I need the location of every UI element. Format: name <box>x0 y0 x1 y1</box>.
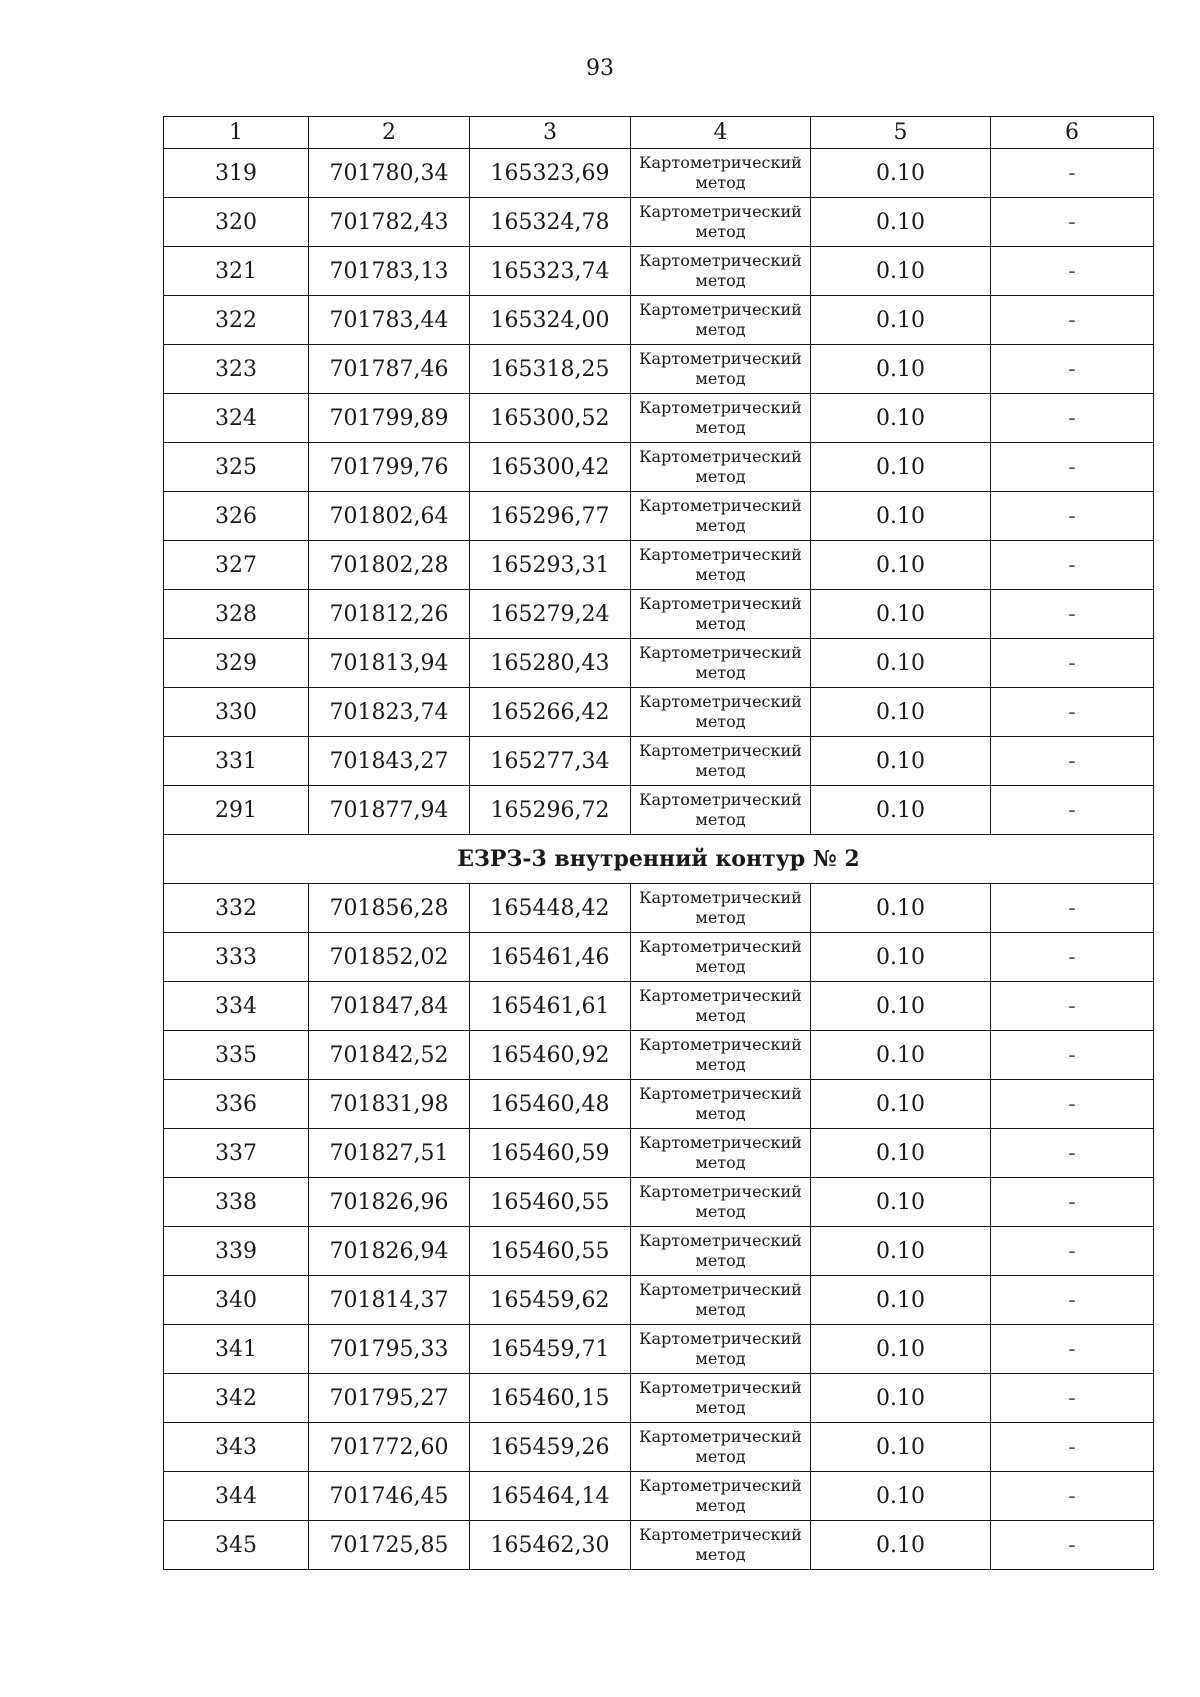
table-row <box>164 786 1154 835</box>
point-number-cell: 324 <box>164 394 309 443</box>
method-line-2: метод <box>695 271 746 290</box>
accuracy-cell: 0.10 <box>811 1423 991 1472</box>
table-row <box>164 884 1154 933</box>
accuracy-cell: 0.10 <box>811 884 991 933</box>
x-coordinate-cell: 701813,94 <box>309 639 470 688</box>
x-coordinate-cell: 701842,52 <box>309 1031 470 1080</box>
point-number-cell: 330 <box>164 688 309 737</box>
x-coordinate-cell: 701802,28 <box>309 541 470 590</box>
point-number-cell: 339 <box>164 1227 309 1276</box>
method-cell <box>631 1521 811 1570</box>
x-coordinate-cell: 701847,84 <box>309 982 470 1031</box>
x-coordinate-cell: 701795,33 <box>309 1325 470 1374</box>
note-cell: - <box>991 1080 1154 1129</box>
note-cell: - <box>991 1325 1154 1374</box>
y-coordinate-cell: 165323,69 <box>470 149 631 198</box>
method-line-1: Картометрический <box>639 251 802 270</box>
point-number-cell: 338 <box>164 1178 309 1227</box>
accuracy-cell: 0.10 <box>811 737 991 786</box>
table-row <box>164 198 1154 247</box>
table-row <box>164 1178 1154 1227</box>
note-cell: - <box>991 149 1154 198</box>
note-cell: - <box>991 786 1154 835</box>
point-number-cell: 291 <box>164 786 309 835</box>
point-number-cell: 344 <box>164 1472 309 1521</box>
x-coordinate-cell: 701827,51 <box>309 1129 470 1178</box>
y-coordinate-cell: 165459,71 <box>470 1325 631 1374</box>
point-number-cell: 327 <box>164 541 309 590</box>
point-number-cell: 335 <box>164 1031 309 1080</box>
accuracy-cell: 0.10 <box>811 1374 991 1423</box>
header-cell: 3 <box>470 117 631 149</box>
y-coordinate-cell: 165460,48 <box>470 1080 631 1129</box>
y-coordinate-cell: 165280,43 <box>470 639 631 688</box>
method-line-2: метод <box>695 1055 746 1074</box>
table-header-row <box>164 117 1154 149</box>
table-row <box>164 1472 1154 1521</box>
method-line-1: Картометрический <box>639 202 802 221</box>
method-cell <box>631 590 811 639</box>
method-line-1: Картометрический <box>639 1035 802 1054</box>
method-line-1: Картометрический <box>639 741 802 760</box>
y-coordinate-cell: 165324,00 <box>470 296 631 345</box>
table-row <box>164 639 1154 688</box>
method-line-2: метод <box>695 614 746 633</box>
method-cell <box>631 443 811 492</box>
point-number-cell: 337 <box>164 1129 309 1178</box>
note-cell: - <box>991 492 1154 541</box>
section-title: ЕЗРЗ-3 внутренний контур № 2 <box>164 835 1154 884</box>
method-line-2: метод <box>695 1545 746 1564</box>
accuracy-cell: 0.10 <box>811 492 991 541</box>
y-coordinate-cell: 165448,42 <box>470 884 631 933</box>
method-cell <box>631 492 811 541</box>
method-line-2: метод <box>695 1398 746 1417</box>
method-cell <box>631 1374 811 1423</box>
method-line-2: метод <box>695 1104 746 1123</box>
note-cell: - <box>991 1178 1154 1227</box>
method-cell <box>631 884 811 933</box>
x-coordinate-cell: 701782,43 <box>309 198 470 247</box>
accuracy-cell: 0.10 <box>811 541 991 590</box>
method-cell <box>631 1178 811 1227</box>
method-line-1: Картометрический <box>639 790 802 809</box>
point-number-cell: 323 <box>164 345 309 394</box>
note-cell: - <box>991 198 1154 247</box>
method-line-2: метод <box>695 712 746 731</box>
accuracy-cell: 0.10 <box>811 1178 991 1227</box>
method-line-1: Картометрический <box>639 1427 802 1446</box>
note-cell: - <box>991 1031 1154 1080</box>
method-line-2: метод <box>695 1496 746 1515</box>
accuracy-cell: 0.10 <box>811 1472 991 1521</box>
point-number-cell: 328 <box>164 590 309 639</box>
point-number-cell: 326 <box>164 492 309 541</box>
point-number-cell: 319 <box>164 149 309 198</box>
y-coordinate-cell: 165279,24 <box>470 590 631 639</box>
y-coordinate-cell: 165460,92 <box>470 1031 631 1080</box>
table-row <box>164 933 1154 982</box>
accuracy-cell: 0.10 <box>811 198 991 247</box>
note-cell: - <box>991 1472 1154 1521</box>
table-row <box>164 1031 1154 1080</box>
table-row <box>164 345 1154 394</box>
accuracy-cell: 0.10 <box>811 786 991 835</box>
header-cell: 4 <box>631 117 811 149</box>
table-row <box>164 590 1154 639</box>
method-cell <box>631 982 811 1031</box>
accuracy-cell: 0.10 <box>811 1080 991 1129</box>
method-line-2: метод <box>695 1251 746 1270</box>
y-coordinate-cell: 165459,62 <box>470 1276 631 1325</box>
accuracy-cell: 0.10 <box>811 1031 991 1080</box>
accuracy-cell: 0.10 <box>811 1521 991 1570</box>
method-cell <box>631 296 811 345</box>
note-cell: - <box>991 884 1154 933</box>
x-coordinate-cell: 701725,85 <box>309 1521 470 1570</box>
accuracy-cell: 0.10 <box>811 1227 991 1276</box>
accuracy-cell: 0.10 <box>811 443 991 492</box>
note-cell: - <box>991 345 1154 394</box>
header-cell: 2 <box>309 117 470 149</box>
table-row <box>164 688 1154 737</box>
x-coordinate-cell: 701826,96 <box>309 1178 470 1227</box>
table-row <box>164 541 1154 590</box>
x-coordinate-cell: 701856,28 <box>309 884 470 933</box>
point-number-cell: 336 <box>164 1080 309 1129</box>
method-line-2: метод <box>695 663 746 682</box>
method-line-1: Картометрический <box>639 937 802 956</box>
table-row <box>164 1325 1154 1374</box>
note-cell: - <box>991 688 1154 737</box>
method-line-2: метод <box>695 1006 746 1025</box>
method-line-2: метод <box>695 908 746 927</box>
y-coordinate-cell: 165277,34 <box>470 737 631 786</box>
note-cell: - <box>991 247 1154 296</box>
accuracy-cell: 0.10 <box>811 345 991 394</box>
table-row <box>164 247 1154 296</box>
accuracy-cell: 0.10 <box>811 1129 991 1178</box>
point-number-cell: 342 <box>164 1374 309 1423</box>
point-number-cell: 320 <box>164 198 309 247</box>
x-coordinate-cell: 701783,13 <box>309 247 470 296</box>
method-line-2: метод <box>695 761 746 780</box>
method-line-2: метод <box>695 1300 746 1319</box>
method-line-1: Картометрический <box>639 643 802 662</box>
method-line-1: Картометрический <box>639 1329 802 1348</box>
method-cell <box>631 933 811 982</box>
method-line-1: Картометрический <box>639 496 802 515</box>
method-cell <box>631 1129 811 1178</box>
x-coordinate-cell: 701746,45 <box>309 1472 470 1521</box>
method-line-1: Картометрический <box>639 888 802 907</box>
method-line-2: метод <box>695 957 746 976</box>
method-line-2: метод <box>695 173 746 192</box>
note-cell: - <box>991 443 1154 492</box>
y-coordinate-cell: 165266,42 <box>470 688 631 737</box>
accuracy-cell: 0.10 <box>811 639 991 688</box>
x-coordinate-cell: 701814,37 <box>309 1276 470 1325</box>
note-cell: - <box>991 1227 1154 1276</box>
y-coordinate-cell: 165464,14 <box>470 1472 631 1521</box>
x-coordinate-cell: 701831,98 <box>309 1080 470 1129</box>
accuracy-cell: 0.10 <box>811 296 991 345</box>
method-cell <box>631 345 811 394</box>
method-line-1: Картометрический <box>639 153 802 172</box>
method-line-1: Картометрический <box>639 692 802 711</box>
table-row <box>164 737 1154 786</box>
method-line-2: метод <box>695 1202 746 1221</box>
method-line-2: метод <box>695 369 746 388</box>
method-cell <box>631 541 811 590</box>
note-cell: - <box>991 541 1154 590</box>
method-cell <box>631 1423 811 1472</box>
point-number-cell: 322 <box>164 296 309 345</box>
y-coordinate-cell: 165460,59 <box>470 1129 631 1178</box>
method-cell <box>631 1472 811 1521</box>
x-coordinate-cell: 701877,94 <box>309 786 470 835</box>
y-coordinate-cell: 165460,55 <box>470 1227 631 1276</box>
method-cell <box>631 639 811 688</box>
x-coordinate-cell: 701823,74 <box>309 688 470 737</box>
table-row <box>164 1423 1154 1472</box>
method-cell <box>631 737 811 786</box>
section-row <box>164 835 1154 884</box>
method-line-1: Картометрический <box>639 1231 802 1250</box>
table-row <box>164 1276 1154 1325</box>
table-row <box>164 492 1154 541</box>
note-cell: - <box>991 1276 1154 1325</box>
x-coordinate-cell: 701783,44 <box>309 296 470 345</box>
note-cell: - <box>991 639 1154 688</box>
x-coordinate-cell: 701799,89 <box>309 394 470 443</box>
point-number-cell: 345 <box>164 1521 309 1570</box>
method-cell <box>631 1080 811 1129</box>
table-row <box>164 394 1154 443</box>
note-cell: - <box>991 1129 1154 1178</box>
y-coordinate-cell: 165296,72 <box>470 786 631 835</box>
x-coordinate-cell: 701812,26 <box>309 590 470 639</box>
method-cell <box>631 1227 811 1276</box>
x-coordinate-cell: 701802,64 <box>309 492 470 541</box>
y-coordinate-cell: 165460,15 <box>470 1374 631 1423</box>
method-cell <box>631 149 811 198</box>
method-cell <box>631 1325 811 1374</box>
method-line-2: метод <box>695 1349 746 1368</box>
method-line-2: метод <box>695 222 746 241</box>
y-coordinate-cell: 165459,26 <box>470 1423 631 1472</box>
method-cell <box>631 1276 811 1325</box>
x-coordinate-cell: 701843,27 <box>309 737 470 786</box>
accuracy-cell: 0.10 <box>811 394 991 443</box>
x-coordinate-cell: 701799,76 <box>309 443 470 492</box>
note-cell: - <box>991 1423 1154 1472</box>
method-line-2: метод <box>695 320 746 339</box>
y-coordinate-cell: 165323,74 <box>470 247 631 296</box>
header-cell: 6 <box>991 117 1154 149</box>
point-number-cell: 333 <box>164 933 309 982</box>
method-cell <box>631 1031 811 1080</box>
point-number-cell: 332 <box>164 884 309 933</box>
accuracy-cell: 0.10 <box>811 590 991 639</box>
point-number-cell: 325 <box>164 443 309 492</box>
y-coordinate-cell: 165461,46 <box>470 933 631 982</box>
table-row <box>164 1227 1154 1276</box>
note-cell: - <box>991 1374 1154 1423</box>
method-line-1: Картометрический <box>639 1182 802 1201</box>
method-line-1: Картометрический <box>639 447 802 466</box>
point-number-cell: 341 <box>164 1325 309 1374</box>
table-row <box>164 1129 1154 1178</box>
method-line-1: Картометрический <box>639 398 802 417</box>
method-line-1: Картометрический <box>639 986 802 1005</box>
method-line-1: Картометрический <box>639 594 802 613</box>
accuracy-cell: 0.10 <box>811 1276 991 1325</box>
method-line-1: Картометрический <box>639 300 802 319</box>
method-line-2: метод <box>695 565 746 584</box>
y-coordinate-cell: 165460,55 <box>470 1178 631 1227</box>
y-coordinate-cell: 165296,77 <box>470 492 631 541</box>
note-cell: - <box>991 296 1154 345</box>
x-coordinate-cell: 701795,27 <box>309 1374 470 1423</box>
coordinates-table <box>163 116 1154 1570</box>
table-row <box>164 296 1154 345</box>
x-coordinate-cell: 701826,94 <box>309 1227 470 1276</box>
y-coordinate-cell: 165462,30 <box>470 1521 631 1570</box>
accuracy-cell: 0.10 <box>811 982 991 1031</box>
y-coordinate-cell: 165324,78 <box>470 198 631 247</box>
x-coordinate-cell: 701852,02 <box>309 933 470 982</box>
x-coordinate-cell: 701787,46 <box>309 345 470 394</box>
note-cell: - <box>991 590 1154 639</box>
accuracy-cell: 0.10 <box>811 149 991 198</box>
method-line-1: Картометрический <box>639 349 802 368</box>
method-cell <box>631 198 811 247</box>
method-line-2: метод <box>695 516 746 535</box>
point-number-cell: 329 <box>164 639 309 688</box>
table-row <box>164 443 1154 492</box>
table-row <box>164 149 1154 198</box>
method-line-1: Картометрический <box>639 1084 802 1103</box>
accuracy-cell: 0.10 <box>811 1325 991 1374</box>
y-coordinate-cell: 165318,25 <box>470 345 631 394</box>
x-coordinate-cell: 701780,34 <box>309 149 470 198</box>
method-line-2: метод <box>695 467 746 486</box>
method-cell <box>631 786 811 835</box>
table-row <box>164 1521 1154 1570</box>
point-number-cell: 343 <box>164 1423 309 1472</box>
x-coordinate-cell: 701772,60 <box>309 1423 470 1472</box>
method-line-1: Картометрический <box>639 1133 802 1152</box>
method-line-1: Картометрический <box>639 545 802 564</box>
method-cell <box>631 688 811 737</box>
y-coordinate-cell: 165300,42 <box>470 443 631 492</box>
point-number-cell: 331 <box>164 737 309 786</box>
header-cell: 1 <box>164 117 309 149</box>
table-row <box>164 1374 1154 1423</box>
method-line-2: метод <box>695 1447 746 1466</box>
y-coordinate-cell: 165293,31 <box>470 541 631 590</box>
y-coordinate-cell: 165461,61 <box>470 982 631 1031</box>
note-cell: - <box>991 737 1154 786</box>
method-line-1: Картометрический <box>639 1378 802 1397</box>
page-number: 93 <box>586 56 614 81</box>
point-number-cell: 321 <box>164 247 309 296</box>
method-line-1: Картометрический <box>639 1280 802 1299</box>
point-number-cell: 340 <box>164 1276 309 1325</box>
method-line-2: метод <box>695 1153 746 1172</box>
note-cell: - <box>991 933 1154 982</box>
header-cell: 5 <box>811 117 991 149</box>
method-cell <box>631 247 811 296</box>
y-coordinate-cell: 165300,52 <box>470 394 631 443</box>
method-cell <box>631 394 811 443</box>
method-line-2: метод <box>695 418 746 437</box>
accuracy-cell: 0.10 <box>811 688 991 737</box>
note-cell: - <box>991 982 1154 1031</box>
table-row <box>164 1080 1154 1129</box>
table-row <box>164 982 1154 1031</box>
point-number-cell: 334 <box>164 982 309 1031</box>
accuracy-cell: 0.10 <box>811 247 991 296</box>
method-line-1: Картометрический <box>639 1476 802 1495</box>
method-line-1: Картометрический <box>639 1525 802 1544</box>
note-cell: - <box>991 394 1154 443</box>
method-line-2: метод <box>695 810 746 829</box>
accuracy-cell: 0.10 <box>811 933 991 982</box>
note-cell: - <box>991 1521 1154 1570</box>
